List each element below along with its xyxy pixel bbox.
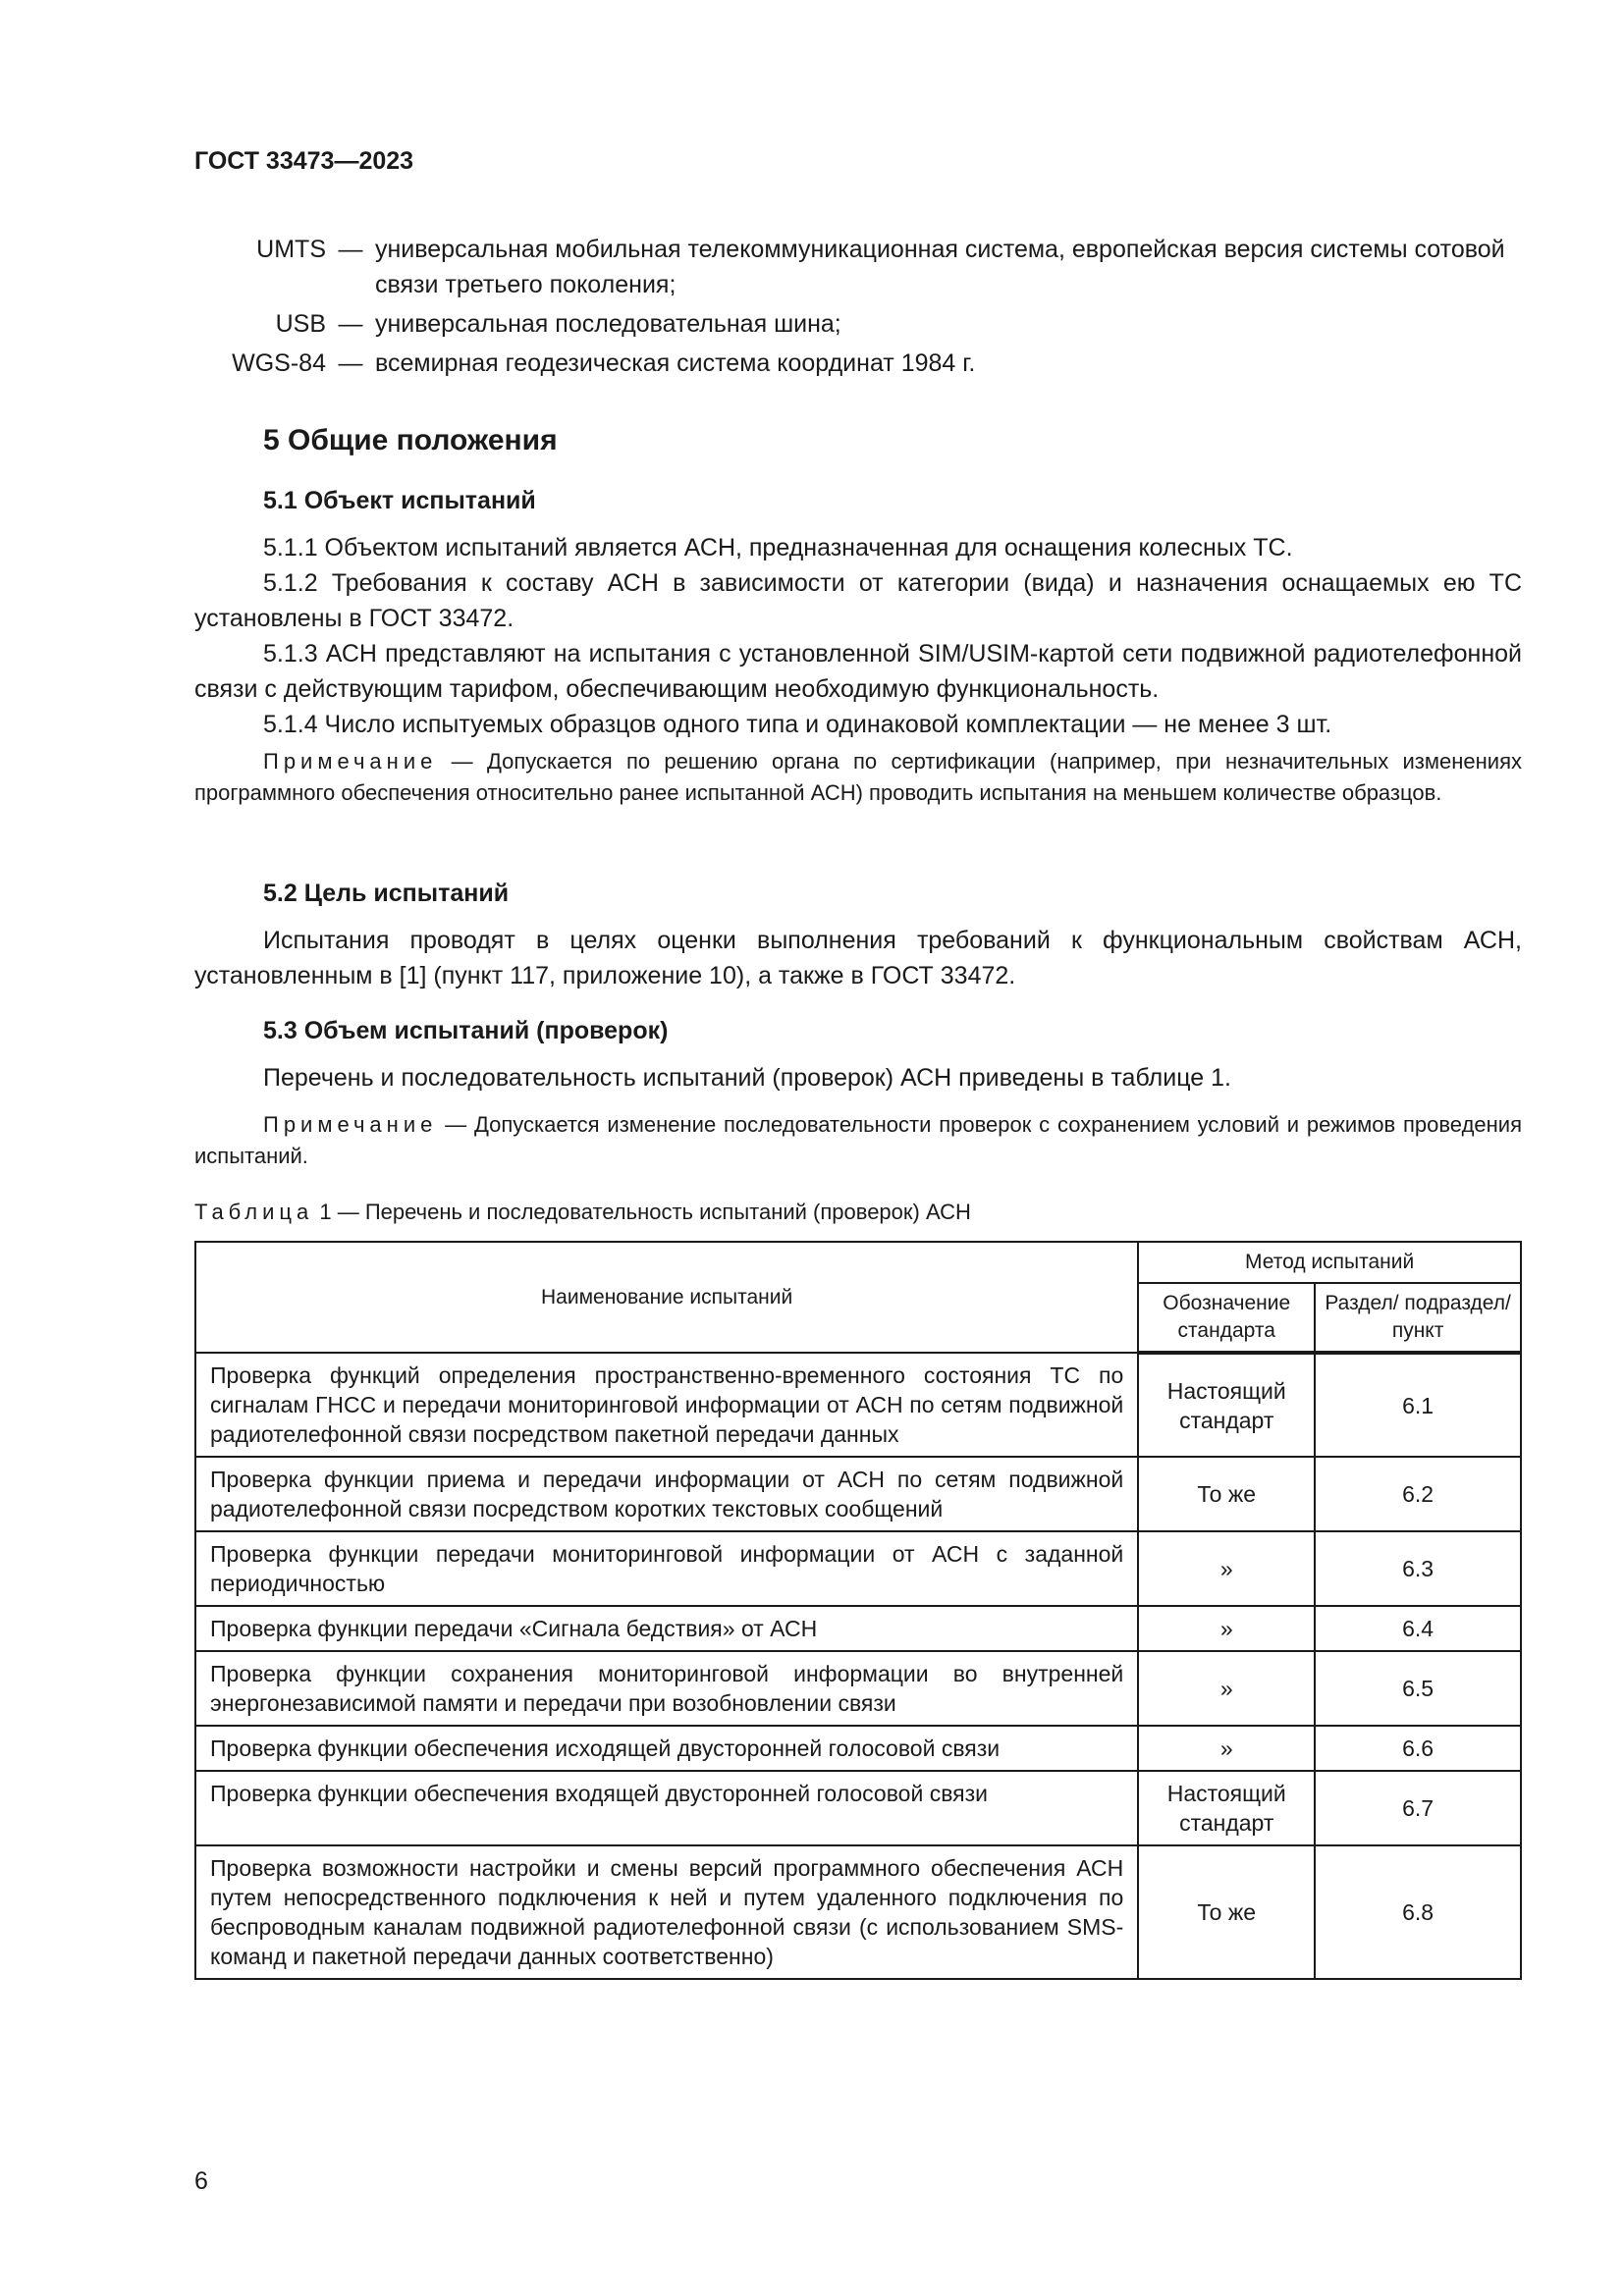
section-5-3-heading: 5.3 Объем испытаний (проверок) bbox=[263, 1017, 669, 1044]
abbreviation-row bbox=[157, 232, 1532, 302]
paragraph-5-1-2: 5.1.2 Требования к составу АСН в зависимости от категории (вида) и назначения оснащаемых ею ТС установлены в ГОСТ 33472. bbox=[194, 569, 1522, 632]
paragraph-5-1-1: 5.1.1 Объектом испытаний является АСН, предназначенная для оснащения колесных ТС. bbox=[263, 534, 1293, 561]
section-cell: 6.2 bbox=[1315, 1457, 1521, 1531]
note-label: Примечание bbox=[263, 1112, 438, 1137]
table-row bbox=[195, 1457, 1521, 1531]
header-test-method: Метод испытаний bbox=[1138, 1242, 1521, 1283]
test-name-cell: Проверка функции приема и передачи информации от АСН по сетям подвижной радиотелефонной связи посредством коротких текстовых сообщений bbox=[195, 1457, 1138, 1531]
section-cell: 6.5 bbox=[1315, 1651, 1521, 1726]
test-name-cell: Проверка функции обеспечения исходящей двусторонней голосовой связи bbox=[195, 1726, 1138, 1771]
header-test-name: Наименование испытаний bbox=[195, 1242, 1138, 1353]
standard-cell: » bbox=[1138, 1531, 1315, 1606]
test-name-cell: Проверка возможности настройки и смены версий программного обеспечения АСН путем непосредственного подключения к ней и путем удаленного подключения по беспроводным каналам подвижной радиотелефонной связи (с использованием SMS-команд и пакетной передачи данных соответственно) bbox=[195, 1845, 1138, 1979]
section-cell: 6.3 bbox=[1315, 1531, 1521, 1606]
abbreviation-dash: — bbox=[338, 310, 363, 338]
standard-cell: То же bbox=[1138, 1457, 1315, 1531]
section-5-2-body bbox=[194, 923, 1522, 993]
paragraph-5-1-4: 5.1.4 Число испытуемых образцов одного типа и одинаковой комплектации — не менее 3 шт. bbox=[263, 711, 1332, 738]
table-caption-label: Таблица bbox=[194, 1200, 314, 1224]
section-cell: 6.7 bbox=[1315, 1771, 1521, 1845]
table-row bbox=[195, 1606, 1521, 1651]
test-name-cell: Проверка функции обеспечения входящей двусторонней голосовой связи bbox=[195, 1771, 1138, 1845]
section-5-2-heading: 5.2 Цель испытаний bbox=[263, 880, 510, 907]
abbreviation-term: USB bbox=[275, 310, 326, 338]
table-row bbox=[195, 1531, 1521, 1606]
standard-cell: » bbox=[1138, 1651, 1315, 1726]
section-cell: 6.1 bbox=[1315, 1353, 1521, 1457]
note-text: — Допускается изменение последовательности проверок с сохранением условий и режимов проведения испытаний. bbox=[194, 1112, 1522, 1168]
page-number: 6 bbox=[194, 2167, 208, 2195]
paragraph-5-1-3: 5.1.3 АСН представляют на испытания с установленной SIM/USIM-картой сети подвижной радиотелефонной связи с действующим тарифом, обеспечивающим необходимую функциональность. bbox=[194, 640, 1522, 703]
paragraph-5-2: Испытания проводят в целях оценки выполнения требований к функциональным свойствам АСН, установленным в [1] (пункт 117, приложение 10), а также в ГОСТ 33472. bbox=[194, 927, 1522, 989]
table-row bbox=[195, 1651, 1521, 1726]
abbreviation-dash: — bbox=[338, 236, 363, 263]
test-name-cell: Проверка функций определения пространственно-временного состояния ТС по сигналам ГНСС и передачи мониторинговой информации от АСН по сетям подвижной радиотелефонной связи посредством пакетной передачи данных bbox=[195, 1353, 1138, 1457]
note-5-1 bbox=[194, 746, 1522, 809]
abbreviation-list bbox=[157, 232, 1532, 385]
abbreviation-row bbox=[157, 346, 1532, 381]
section-5-3-body bbox=[194, 1060, 1522, 1095]
section-cell: 6.6 bbox=[1315, 1726, 1521, 1771]
standard-cell: Настоящий стандарт bbox=[1138, 1771, 1315, 1845]
test-name-cell: Проверка функции сохранения мониторинговой информации во внутренней энергонезависимой памяти и передачи при возобновлении связи bbox=[195, 1651, 1138, 1726]
standard-cell: Настоящий стандарт bbox=[1138, 1353, 1315, 1457]
abbreviation-row bbox=[157, 306, 1532, 342]
standard-cell: » bbox=[1138, 1726, 1315, 1771]
section-5-1-body bbox=[194, 530, 1522, 742]
abbreviation-description: универсальная последовательная шина; bbox=[375, 310, 841, 338]
abbreviation-term: WGS-84 bbox=[232, 349, 326, 377]
table-row bbox=[195, 1726, 1521, 1771]
table-row bbox=[195, 1845, 1521, 1979]
table-1 bbox=[194, 1241, 1522, 1980]
abbreviation-description: универсальная мобильная телекоммуникационная система, европейская версия системы сотовой связи третьего поколения; bbox=[375, 236, 1505, 298]
header-section: Раздел/ подраздел/пункт bbox=[1315, 1283, 1521, 1353]
table-row bbox=[195, 1353, 1521, 1457]
note-text: — Допускается по решению органа по сертификации (например, при незначительных изменениях программного обеспечения относительно ранее испытанной АСН) проводить испытания на меньшем количестве образцов. bbox=[194, 749, 1522, 805]
document-code: ГОСТ 33473—2023 bbox=[194, 147, 414, 175]
table-row bbox=[195, 1771, 1521, 1845]
standard-cell: » bbox=[1138, 1606, 1315, 1651]
section-5-heading: 5 Общие положения bbox=[263, 424, 558, 456]
note-5-3 bbox=[194, 1109, 1522, 1172]
abbreviation-dash: — bbox=[338, 349, 363, 377]
section-cell: 6.4 bbox=[1315, 1606, 1521, 1651]
header-standard: Обозначение стандарта bbox=[1138, 1283, 1315, 1353]
paragraph-5-3: Перечень и последовательность испытаний (проверок) АСН приведены в таблице 1. bbox=[263, 1064, 1231, 1092]
table-caption-text: 1 — Перечень и последовательность испытаний (проверок) АСН bbox=[313, 1200, 971, 1224]
table-1-caption bbox=[194, 1200, 971, 1225]
abbreviation-description: всемирная геодезическая система координат 1984 г. bbox=[375, 349, 976, 377]
abbreviation-term: UMTS bbox=[256, 236, 326, 263]
test-name-cell: Проверка функции передачи «Сигнала бедствия» от АСН bbox=[195, 1606, 1138, 1651]
section-5-1-heading: 5.1 Объект испытаний bbox=[263, 487, 536, 514]
section-cell: 6.8 bbox=[1315, 1845, 1521, 1979]
note-label: Примечание bbox=[263, 749, 438, 774]
test-name-cell: Проверка функции передачи мониторинговой информации от АСН с заданной периодичностью bbox=[195, 1531, 1138, 1606]
standard-cell: То же bbox=[1138, 1845, 1315, 1979]
